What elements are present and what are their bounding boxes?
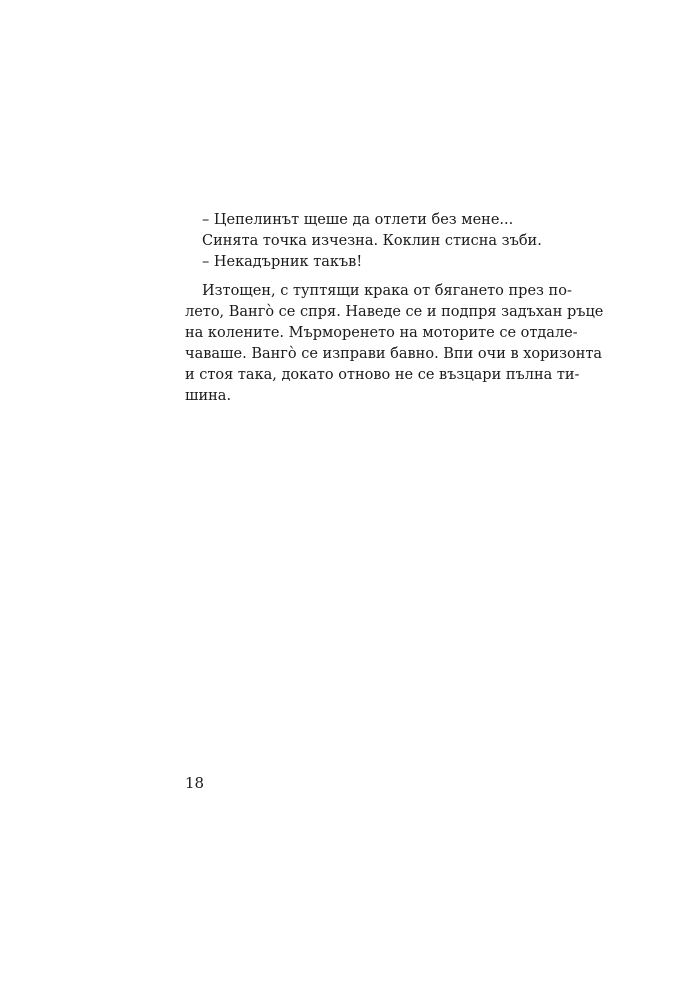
paragraph-line: чаваше. Вангò се изправи бавно. Впи очи в хоризонта — [185, 346, 603, 362]
dialogue-line: – Некадърник такъв! — [202, 254, 363, 270]
paragraph-line: и стоя така, докато отново не се възцари пълна ти- — [185, 367, 580, 383]
page-number: 18 — [185, 774, 205, 792]
paragraph-line: Изтощен, с туптящи крака от бягането през по- — [202, 283, 572, 299]
paragraph-line: на колените. Мърморенето на моторите се отдале- — [185, 325, 578, 341]
dialogue-line: Синята точка изчезна. Коклин стисна зъби. — [202, 233, 542, 249]
dialogue-block — [185, 210, 542, 273]
paragraph-line: лето, Вангò се спря. Наведе се и подпря задъхан ръце — [185, 304, 604, 320]
paragraph-line: шина. — [185, 388, 232, 404]
dialogue-line: – Цепелинът щеше да отлети без мене... — [202, 212, 514, 228]
paragraph-block — [185, 281, 604, 407]
